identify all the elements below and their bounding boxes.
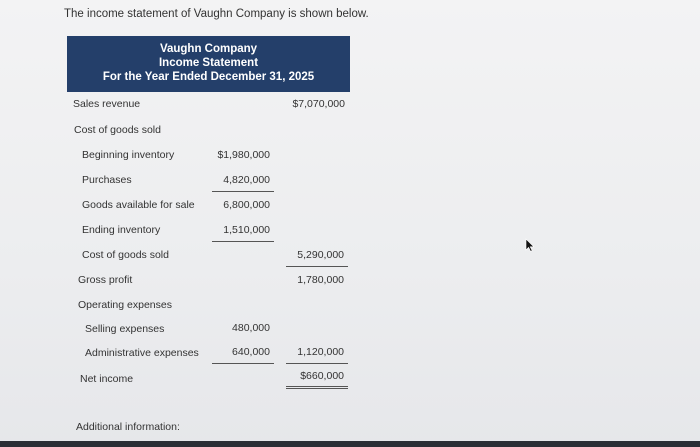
operating-expenses-label: Operating expenses: [78, 299, 172, 311]
administrative-expenses-amount: 640,000: [232, 346, 270, 358]
goods-available-label: Goods available for sale: [82, 199, 195, 211]
company-name: Vaughn Company: [159, 43, 258, 55]
additional-information-label: Additional information:: [76, 421, 180, 433]
sales-revenue-label: Sales revenue: [73, 98, 141, 110]
purchases-label: Purchases: [82, 174, 132, 186]
statement-title: Income Statement: [158, 57, 259, 69]
administrative-expenses-label: Administrative expenses: [85, 347, 199, 359]
statement-period: For the Year Ended December 31, 2025: [102, 71, 315, 83]
beginning-inventory-amount: $1,980,000: [217, 149, 270, 161]
selling-expenses-label: Selling expenses: [85, 323, 165, 335]
sales-revenue-amount: $7,070,000: [292, 98, 345, 110]
cost-of-goods-sold-label: Cost of goods sold: [82, 249, 169, 261]
underline-purchases: [212, 191, 274, 192]
ending-inventory-label: Ending inventory: [82, 224, 161, 236]
beginning-inventory-label: Beginning inventory: [82, 149, 175, 161]
net-income-label: Net income: [80, 373, 134, 385]
mouse-pointer-icon: [525, 238, 535, 252]
bottom-edge-bar: [0, 441, 700, 447]
purchases-amount: 4,820,000: [223, 174, 270, 186]
underline-total-operating-expenses: [286, 363, 348, 364]
cost-of-goods-sold-amount: 5,290,000: [297, 249, 344, 261]
ending-inventory-amount: 1,510,000: [223, 224, 270, 236]
double-underline-net-income: [286, 386, 348, 389]
net-income-amount: $660,000: [300, 370, 344, 382]
total-operating-expenses-amount: 1,120,000: [297, 346, 344, 358]
underline-ending-inventory: [212, 241, 274, 242]
underline-cost-of-goods-sold: [286, 266, 348, 267]
underline-administrative-expenses: [212, 363, 274, 364]
goods-available-amount: 6,800,000: [223, 199, 270, 211]
cogs-heading-label: Cost of goods sold: [74, 124, 161, 136]
intro-text: The income statement of Vaughn Company is shown below.: [64, 8, 369, 20]
selling-expenses-amount: 480,000: [232, 322, 270, 334]
statement-header: [67, 36, 350, 92]
gross-profit-label: Gross profit: [78, 274, 133, 286]
gross-profit-amount: 1,780,000: [297, 274, 344, 286]
